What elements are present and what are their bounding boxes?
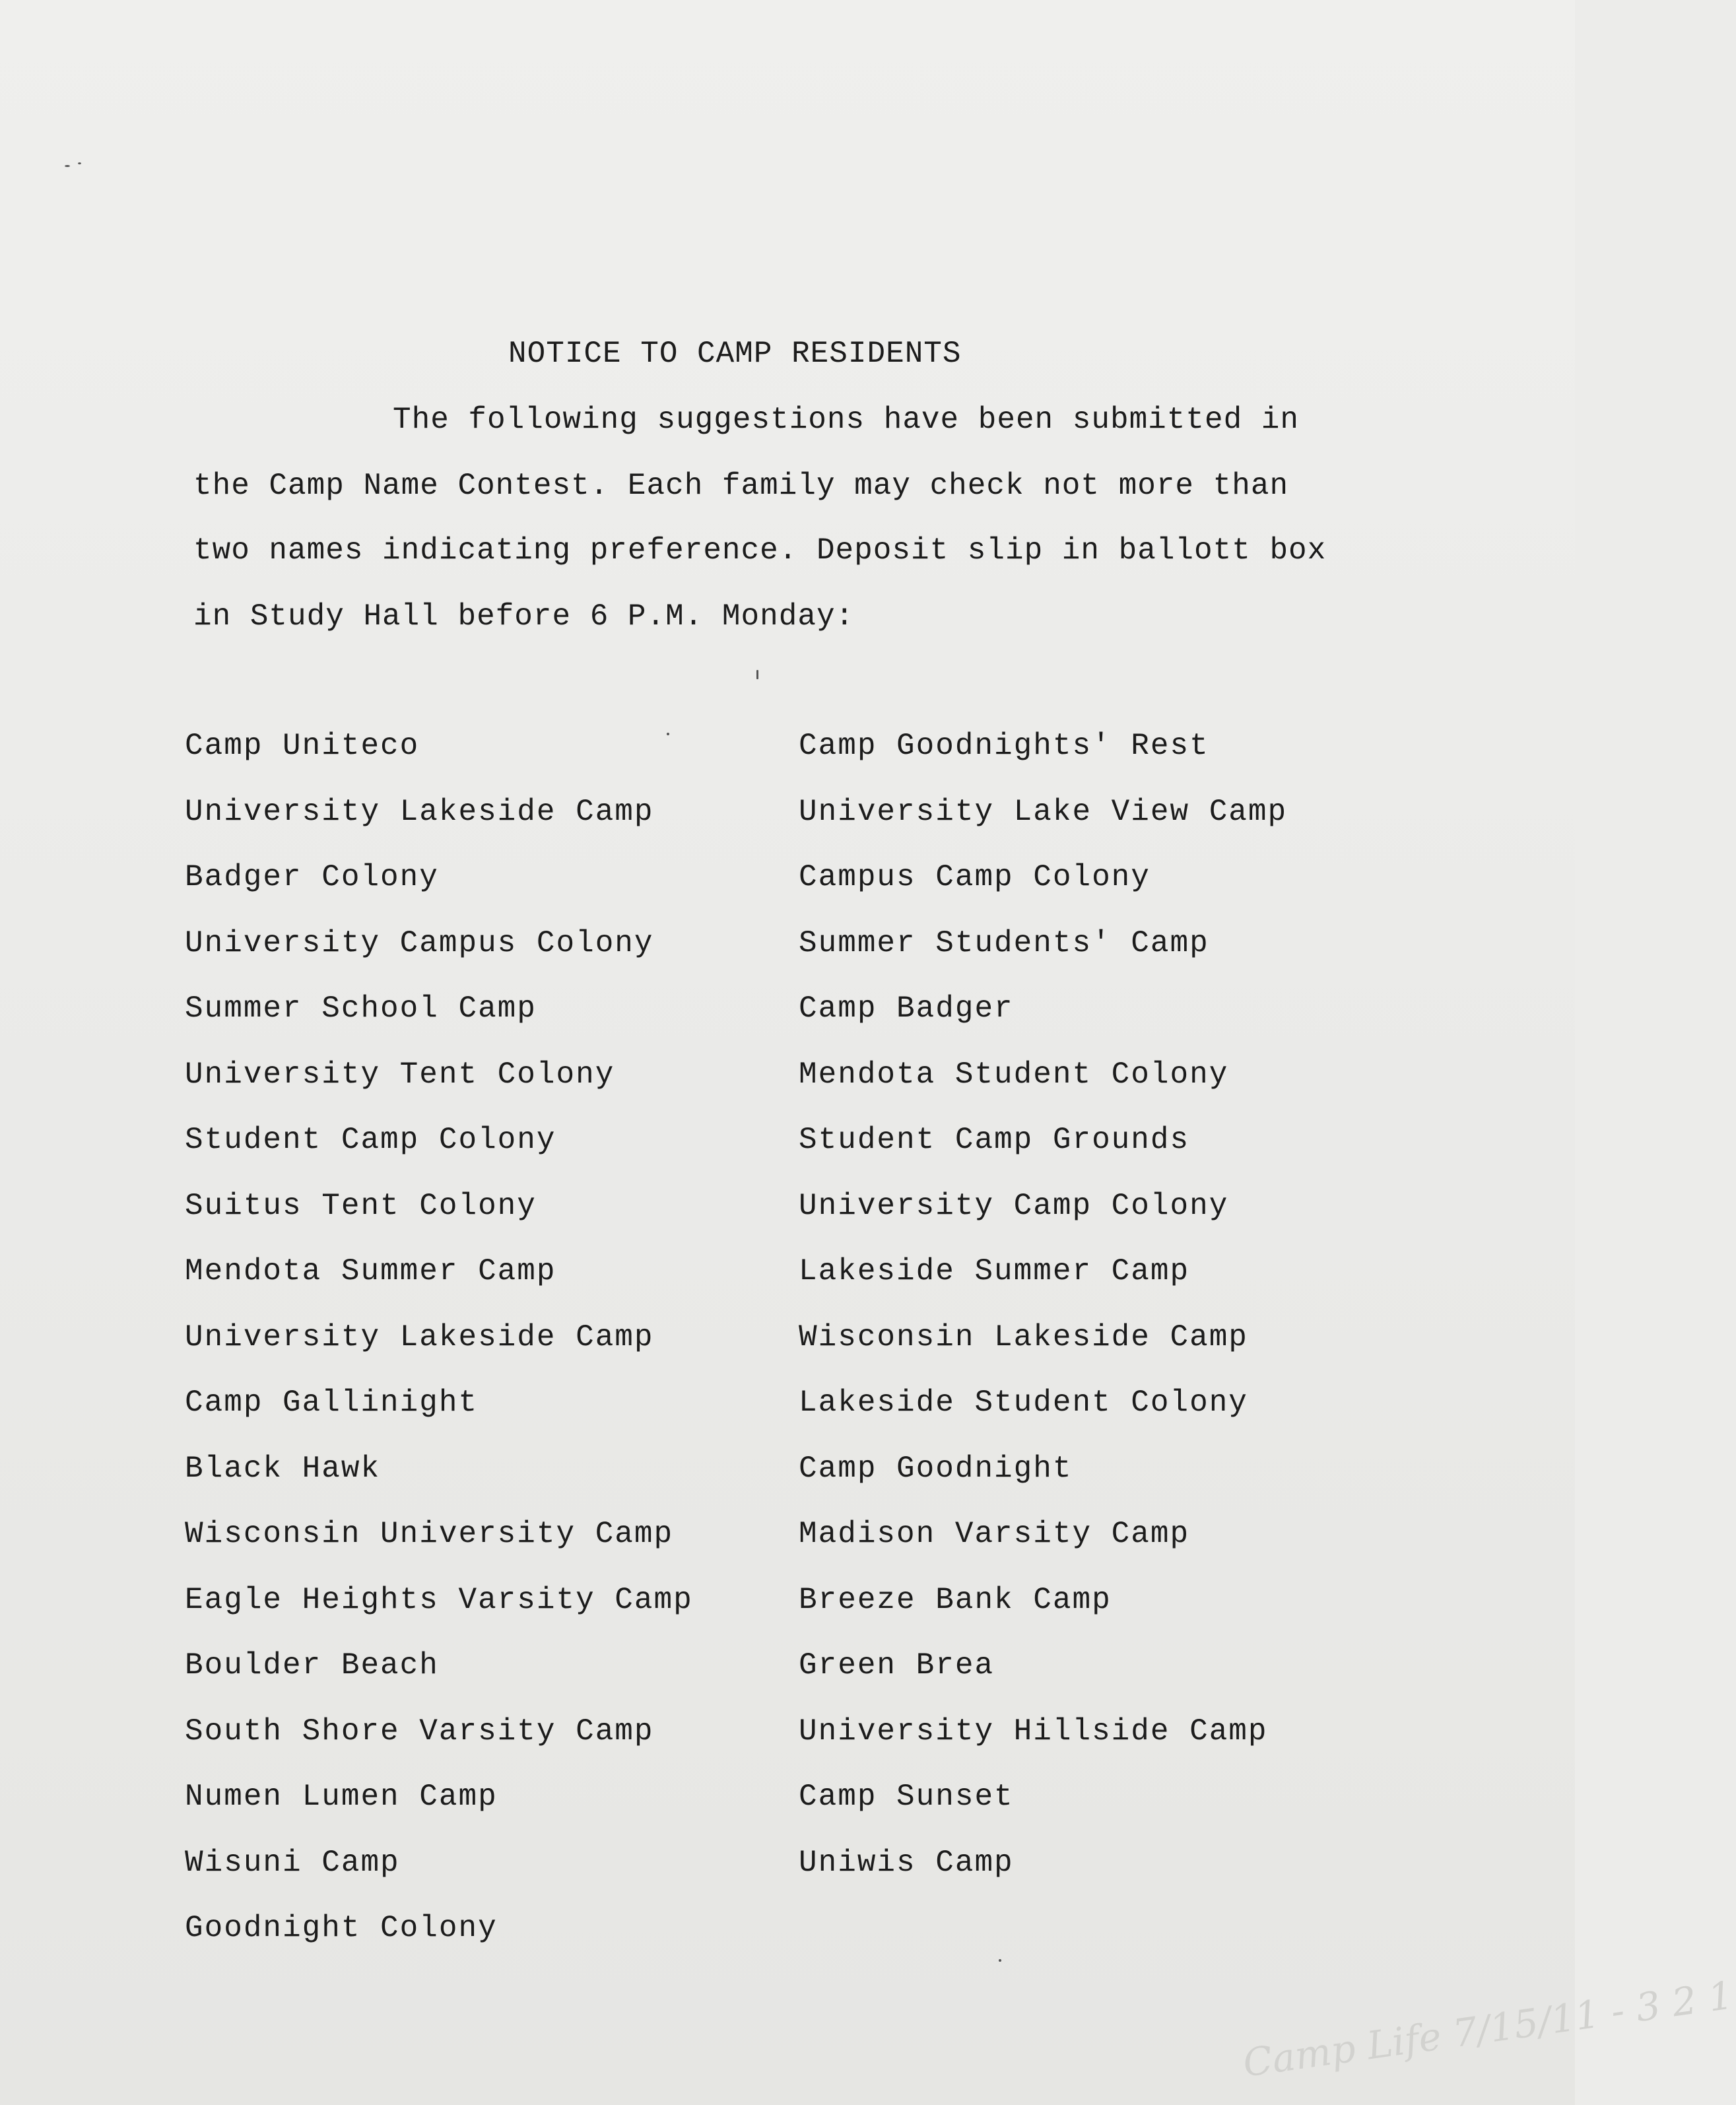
paper-speck — [667, 733, 669, 735]
list-item: Wisconsin Lakeside Camp — [799, 1320, 1248, 1354]
paper-speck — [78, 162, 81, 164]
paper-speck — [65, 165, 70, 167]
paper-speck — [999, 1959, 1001, 1962]
list-item: Mendota Student Colony — [799, 1057, 1229, 1092]
list-item: Mendota Summer Camp — [185, 1254, 556, 1288]
list-item: Breeze Bank Camp — [799, 1582, 1112, 1617]
list-item: Lakeside Summer Camp — [799, 1254, 1190, 1288]
list-item: Camp Goodnight — [799, 1451, 1073, 1486]
list-item: Summer School Camp — [185, 991, 537, 1026]
list-item: Badger Colony — [185, 860, 439, 894]
list-item: Wisconsin University Camp — [185, 1517, 674, 1551]
paragraph-line-2: the Camp Name Contest. Each family may check not more than — [193, 469, 1289, 503]
list-item: University Lakeside Camp — [185, 1320, 654, 1354]
pencil-annotation: Camp Life 7/15/11 - 3 2 1 — [1240, 1972, 1736, 2086]
list-item: University Lake View Camp — [799, 794, 1288, 829]
list-item: Campus Camp Colony — [799, 860, 1151, 894]
list-item: Camp Uniteco — [185, 729, 420, 763]
list-item: Green Brea — [799, 1648, 995, 1683]
names-list-right — [799, 723, 1287, 1905]
list-item: Numen Lumen Camp — [185, 1780, 498, 1814]
paragraph-line-3: two names indicating preference. Deposit slip in ballott box — [193, 533, 1327, 568]
list-item: Camp Sunset — [799, 1780, 1014, 1814]
list-item: Boulder Beach — [185, 1648, 439, 1683]
paper-speck — [756, 670, 758, 679]
list-item: Goodnight Colony — [185, 1911, 498, 1945]
list-item: Student Camp Grounds — [799, 1123, 1190, 1157]
list-item: Black Hawk — [185, 1451, 381, 1486]
list-item: Camp Goodnights' Rest — [799, 729, 1209, 763]
notice-title: NOTICE TO CAMP RESIDENTS — [508, 337, 962, 371]
list-item: Lakeside Student Colony — [799, 1386, 1248, 1420]
list-item: University Campus Colony — [185, 925, 654, 960]
list-item: University Camp Colony — [799, 1188, 1229, 1223]
list-item: Camp Gallinight — [185, 1386, 479, 1420]
list-item: Madison Varsity Camp — [799, 1517, 1190, 1551]
list-item: South Shore Varsity Camp — [185, 1714, 654, 1749]
paragraph-line-1: The following suggestions have been submitted in — [393, 403, 1300, 437]
list-item: University Lakeside Camp — [185, 794, 654, 829]
list-item: Uniwis Camp — [799, 1845, 1014, 1880]
list-item: University Tent Colony — [185, 1057, 615, 1092]
list-item: Student Camp Colony — [185, 1123, 556, 1157]
list-item: Eagle Heights Varsity Camp — [185, 1582, 693, 1617]
list-item: Camp Badger — [799, 991, 1014, 1026]
list-item: Suitus Tent Colony — [185, 1188, 537, 1223]
list-item: Wisuni Camp — [185, 1845, 400, 1880]
list-item: University Hillside Camp — [799, 1714, 1268, 1749]
paragraph-line-4: in Study Hall before 6 P.M. Monday: — [193, 599, 855, 634]
list-item: Summer Students' Camp — [799, 925, 1209, 960]
names-list-left — [185, 723, 693, 1971]
